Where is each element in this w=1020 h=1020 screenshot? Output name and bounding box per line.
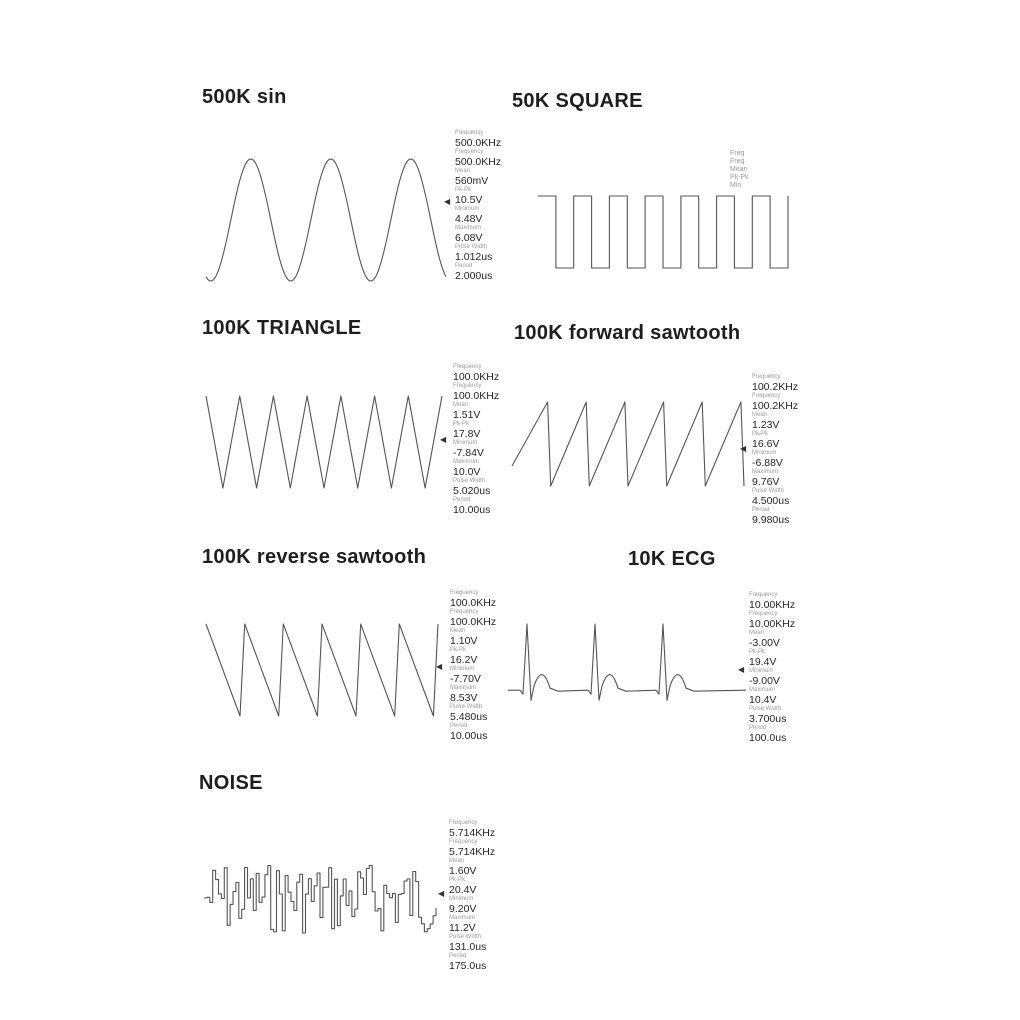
- pulse-value: 1.012us: [455, 251, 493, 263]
- mean-label: Mean: [453, 402, 469, 408]
- waveform-triangle: [206, 392, 442, 492]
- max-value: 6.08V: [455, 232, 483, 244]
- mean-value: 1.10V: [450, 635, 478, 647]
- title-sin: 500K sin: [202, 86, 287, 108]
- freq2-value: 100.2KHz: [752, 400, 799, 412]
- period-value: 100.0us: [749, 732, 787, 744]
- readout-noise: [449, 820, 495, 972]
- max-value: 10.0V: [453, 466, 481, 478]
- max-value: 11.2V: [449, 922, 476, 934]
- pk-label: Pk-Pk: [450, 647, 467, 653]
- pk-label: Pk-Pk: [455, 187, 472, 193]
- title-ecg: 10K ECG: [628, 548, 716, 570]
- freq-value: 10.00KHz: [749, 599, 796, 611]
- max-label: Maximum: [749, 687, 776, 693]
- pulse-label: Pulse Width: [749, 706, 782, 712]
- max-value: 9.76V: [752, 476, 780, 488]
- freq-value: 500.0KHz: [455, 137, 502, 149]
- min-value: 4.48V: [455, 213, 483, 225]
- freq-label: Frequency: [449, 820, 478, 826]
- readout-triangle: [453, 364, 499, 516]
- max-label: Maximum: [449, 915, 476, 921]
- mean-label: Mean: [749, 630, 765, 636]
- trigger-marker-sin: ◀: [444, 197, 451, 206]
- max-value: 10.4V: [749, 694, 777, 706]
- mean-value: 1.51V: [453, 409, 481, 421]
- freq2-value: 5.714KHz: [449, 846, 496, 858]
- pk-label: Pk-Pk: [449, 877, 466, 883]
- period-label: Period: [449, 953, 467, 959]
- max-label: Maximum: [455, 225, 482, 231]
- freq-label: Frequency: [450, 590, 479, 596]
- freq2-label: Frequency: [749, 611, 778, 617]
- freq-value: 100.0KHz: [450, 597, 497, 609]
- waveform-noise: [204, 858, 436, 938]
- pk-label: Pk-Pk: [752, 431, 769, 437]
- freq-label: Frequency: [749, 592, 778, 598]
- pk-value: 16.2V: [450, 654, 478, 666]
- mean-label: Mean: [752, 412, 768, 418]
- trigger-marker-ecg: ◀: [738, 665, 745, 674]
- pulse-label: Pulse Width: [455, 244, 488, 250]
- min-label: Minimum: [449, 896, 474, 902]
- readout-ecg: [749, 592, 795, 744]
- freq2-value: 10.00KHz: [749, 618, 796, 630]
- freq-label: Frequency: [453, 364, 482, 370]
- readout-sin: [455, 130, 501, 282]
- min-value: 9.20V: [449, 903, 477, 915]
- period-value: 10.00us: [453, 504, 491, 516]
- pk-value: 19.4V: [749, 656, 777, 668]
- waveform-reverse-sawtooth: [206, 620, 438, 720]
- freq-value: Freq: [730, 150, 745, 157]
- pk-value: Pk-Pk: [730, 174, 749, 181]
- freq-label: Frequency: [752, 374, 781, 380]
- waveform-sin: [206, 155, 446, 285]
- min-value: -9.00V: [749, 675, 780, 687]
- period-value: 9.980us: [752, 514, 790, 526]
- title-forward-sawtooth: 100K forward sawtooth: [514, 322, 741, 344]
- mean-label: Mean: [450, 628, 466, 634]
- mean-value: -3.00V: [749, 637, 780, 649]
- freq2-label: Frequency: [453, 383, 482, 389]
- max-value: 8.53V: [450, 692, 478, 704]
- max-label: Maximum: [450, 685, 477, 691]
- freq2-value: 500.0KHz: [455, 156, 502, 168]
- title-noise: NOISE: [199, 772, 263, 794]
- mean-value: Mean: [730, 166, 748, 173]
- trigger-marker-noise: ◀: [438, 889, 445, 898]
- waveform-forward-sawtooth: [512, 398, 747, 490]
- mean-value: 1.23V: [752, 419, 780, 431]
- min-value: -7.70V: [450, 673, 481, 685]
- min-value: Min: [730, 182, 742, 189]
- title-reverse-sawtooth: 100K reverse sawtooth: [202, 546, 427, 568]
- freq2-label: Frequency: [450, 609, 479, 615]
- pk-value: 16.6V: [752, 438, 780, 450]
- period-label: Period: [752, 507, 770, 513]
- min-label: Minimum: [453, 440, 478, 446]
- pk-label: Pk-Pk: [749, 649, 766, 655]
- max-label: Maximum: [453, 459, 480, 465]
- pulse-value: 5.020us: [453, 485, 491, 497]
- pulse-label: Pulse Width: [453, 478, 486, 484]
- mean-value: 1.60V: [449, 865, 477, 877]
- pulse-value: 5.480us: [450, 711, 488, 723]
- freq2-label: Frequency: [455, 149, 484, 155]
- title-square: 50K SQUARE: [512, 90, 643, 112]
- min-value: -7.84V: [453, 447, 484, 459]
- period-value: 2.000us: [455, 270, 493, 282]
- mean-label: Mean: [455, 168, 471, 174]
- period-label: Period: [450, 723, 468, 729]
- freq-label: Frequency: [455, 130, 484, 136]
- period-value: 175.0us: [449, 960, 487, 972]
- freq2-label: Frequency: [449, 839, 478, 845]
- period-label: Period: [749, 725, 767, 731]
- waveform-square: [538, 192, 788, 272]
- pulse-value: 131.0us: [449, 941, 487, 953]
- trigger-marker-reverse-sawtooth: ◀: [436, 662, 443, 671]
- freq2-label: Frequency: [752, 393, 781, 399]
- freq-value: 100.0KHz: [453, 371, 500, 383]
- mean-value: 560mV: [455, 175, 489, 187]
- freq2-value: 100.0KHz: [450, 616, 497, 628]
- pulse-label: Pulse Width: [752, 488, 785, 494]
- pulse-value: 3.700us: [749, 713, 787, 725]
- min-label: Minimum: [752, 450, 777, 456]
- pulse-value: 4.500us: [752, 495, 790, 507]
- period-label: Period: [453, 497, 471, 503]
- period-label: Period: [455, 263, 473, 269]
- min-label: Minimum: [455, 206, 480, 212]
- max-label: Maximum: [752, 469, 779, 475]
- readout-reverse-sawtooth: [450, 590, 496, 742]
- waveform-ecg: [508, 620, 746, 710]
- pk-value: 10.5V: [455, 194, 483, 206]
- min-label: Minimum: [749, 668, 774, 674]
- freq-value: 5.714KHz: [449, 827, 496, 839]
- min-value: -6.88V: [752, 457, 783, 469]
- min-label: Minimum: [450, 666, 475, 672]
- pk-value: 20.4V: [449, 884, 477, 896]
- pulse-label: Pulse Width: [449, 934, 482, 940]
- freq2-value: 100.0KHz: [453, 390, 500, 402]
- period-value: 10.00us: [450, 730, 488, 742]
- trigger-marker-forward-sawtooth: ◀: [740, 444, 747, 453]
- readout-square: [730, 150, 749, 190]
- trigger-marker-triangle: ◀: [440, 435, 447, 444]
- freq-value: 100.2KHz: [752, 381, 799, 393]
- readout-forward-sawtooth: [752, 374, 798, 526]
- title-triangle: 100K TRIANGLE: [202, 317, 362, 339]
- pk-label: Pk-Pk: [453, 421, 470, 427]
- freq2-value: Freq: [730, 158, 745, 165]
- pk-value: 17.8V: [453, 428, 481, 440]
- mean-label: Mean: [449, 858, 465, 864]
- pulse-label: Pulse Width: [450, 704, 483, 710]
